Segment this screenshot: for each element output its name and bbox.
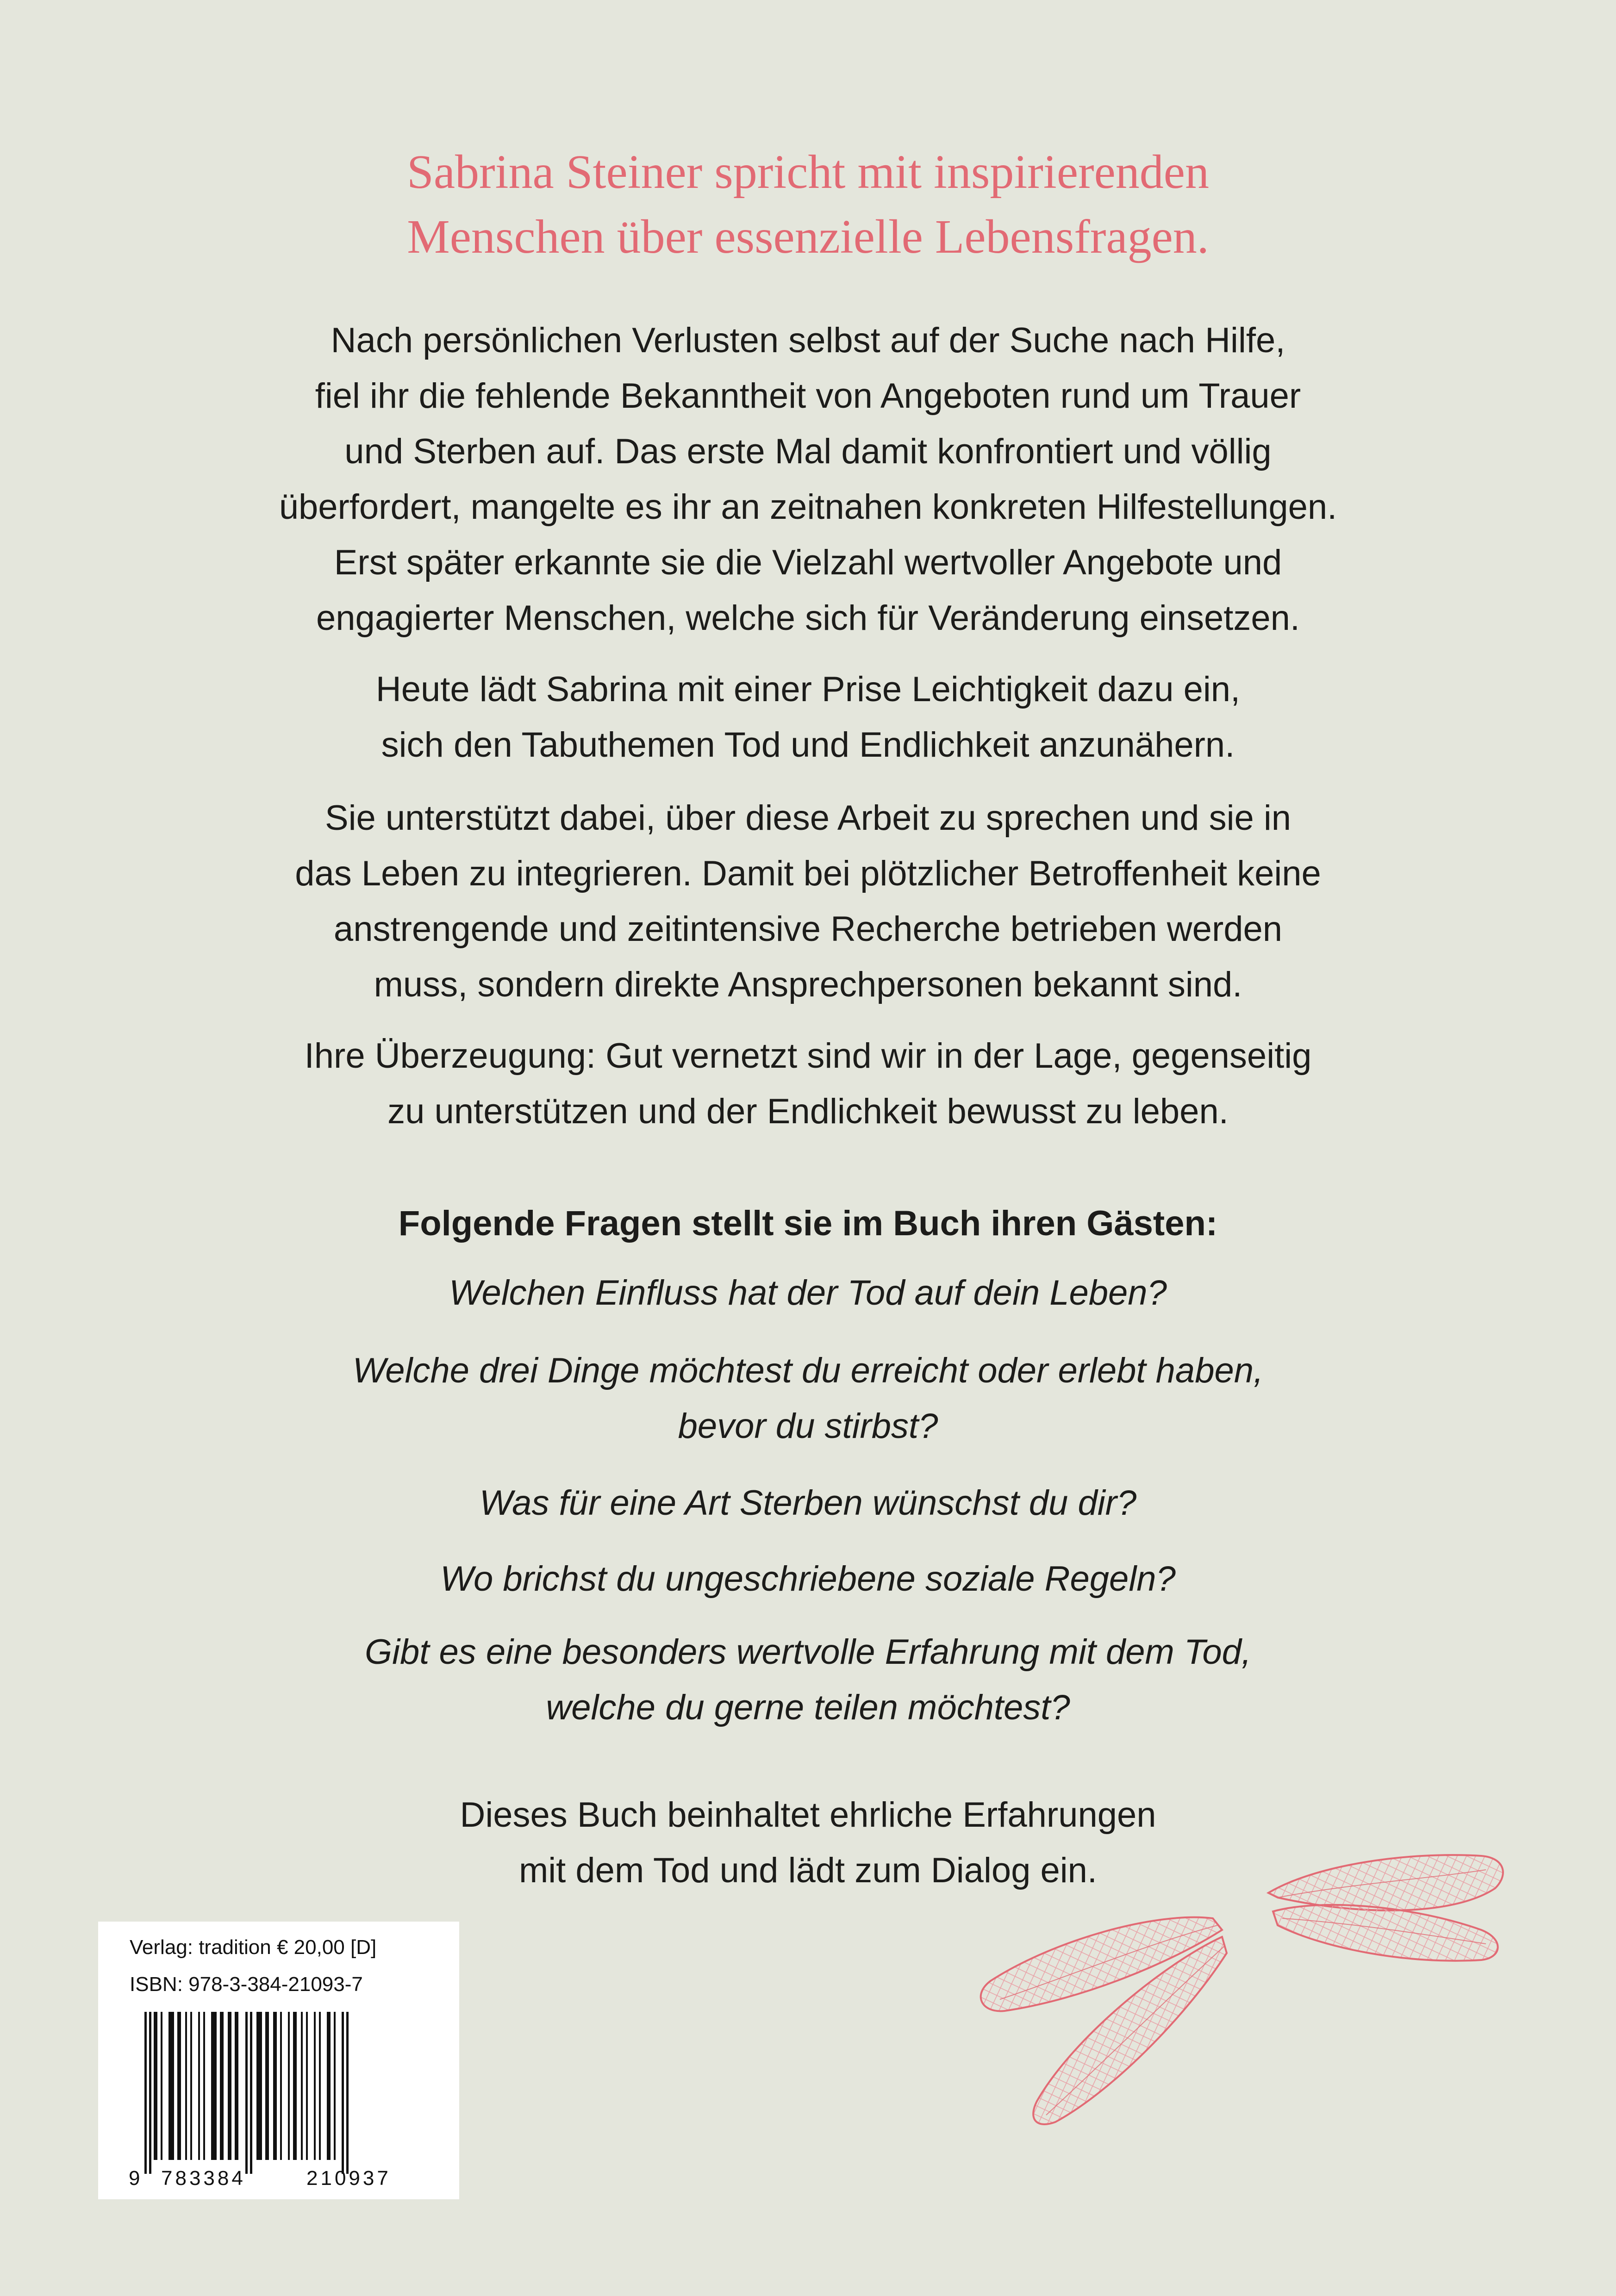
barcode-bar [306, 2012, 308, 2160]
paragraph-line: Sie unterstützt dabei, über diese Arbeit zu sprechen und sie in [324, 798, 1292, 838]
barcode-bar [280, 2012, 282, 2160]
barcode-bar [185, 2012, 187, 2160]
paragraph-line: Ihre Überzeugung: Gut vernetzt sind wir in der Lage, gegenseitig [304, 1036, 1312, 1076]
paragraph-line: und Sterben auf. Das erste Mal damit konfrontiert und völlig [344, 432, 1272, 471]
barcode-bar [334, 2012, 336, 2160]
barcode-bar [346, 2012, 349, 2174]
barcode-bar [149, 2012, 151, 2174]
barcode-bar [265, 2012, 269, 2160]
question-5 [0, 1624, 1616, 1736]
barcode-bar [168, 2012, 174, 2160]
barcode-bar [190, 2012, 192, 2160]
paragraph-line: zu unterstützen und der Endlichkeit bewusst zu leben. [387, 1092, 1229, 1131]
paragraph-line: muss, sondern direkte Ansprechpersonen bekannt sind. [374, 965, 1242, 1004]
barcode-bar [198, 2012, 200, 2160]
paragraph-line: sich den Tabuthemen Tod und Endlichkeit anzunähern. [381, 725, 1235, 765]
paragraph-line: das Leben zu integrieren. Damit bei plötzlicher Betroffenheit keine [295, 854, 1321, 893]
question-line: Was für eine Art Sterben wünschst du dir? [479, 1483, 1137, 1523]
barcode-bar [154, 2012, 157, 2160]
question-line: welche du gerne teilen möchtest? [546, 1688, 1070, 1727]
barcode-bar [256, 2012, 262, 2160]
paragraph-line: Heute lädt Sabrina mit einer Prise Leichtigkeit dazu ein, [375, 670, 1241, 709]
headline [0, 140, 1616, 269]
dragonfly-wings-illustration [954, 1842, 1509, 2189]
question-line: Gibt es eine besonders wertvolle Erfahrung mit dem Tod, [364, 1632, 1252, 1672]
barcode-bar [177, 2012, 181, 2160]
question-1 [0, 1265, 1616, 1321]
barcode-bar [250, 2012, 252, 2174]
question-line: bevor du stirbst? [678, 1406, 938, 1446]
paragraph-line: anstrengende und zeitintensive Recherche betrieben werden [333, 909, 1283, 949]
publisher-price: Verlag: tradition € 20,00 [D] [130, 1936, 377, 1959]
question-3 [0, 1475, 1616, 1531]
question-4 [0, 1551, 1616, 1607]
barcode-bar [319, 2012, 321, 2160]
headline-line: Sabrina Steiner spricht mit inspirierenden [407, 145, 1209, 199]
barcode-bar [327, 2012, 331, 2160]
barcode-bar [220, 2012, 224, 2160]
barcode-bar [288, 2012, 290, 2160]
question-line: Welchen Einfluss hat der Tod auf dein Leben? [449, 1273, 1167, 1313]
isbn-label: ISBN: 978-3-384-21093-7 [130, 1973, 363, 1996]
barcode-graphic [98, 1922, 459, 2199]
headline-line: Menschen über essenzielle Lebensfragen. [407, 210, 1209, 263]
paragraph-line: fiel ihr die fehlende Bekanntheit von Angeboten rund um Trauer [315, 376, 1301, 416]
barcode-bar [301, 2012, 303, 2160]
question-2 [0, 1343, 1616, 1454]
paragraph-2 [0, 662, 1616, 773]
barcode-digits-right: 210937 [306, 2167, 391, 2190]
paragraph-line: überfordert, mangelte es ihr an zeitnahen konkreten Hilfestellungen. [279, 487, 1337, 527]
questions-heading: Folgende Fragen stellt sie im Buch ihren Gästen: [398, 1204, 1218, 1243]
barcode-bar [342, 2012, 344, 2174]
paragraph-line: Nach persönlichen Verlusten selbst auf der Suche nach Hilfe, [331, 321, 1285, 360]
barcode-bar [245, 2012, 248, 2174]
barcode-bar [203, 2012, 205, 2160]
paragraph-line: engagierter Menschen, welche sich für Veränderung einsetzen. [316, 598, 1300, 638]
paragraph-3 [0, 790, 1616, 1013]
barcode-bar [314, 2012, 316, 2160]
paragraph-4 [0, 1028, 1616, 1139]
barcode-digit-lead: 9 [129, 2167, 143, 2190]
barcode-bar [161, 2012, 162, 2160]
question-line: Welche drei Dinge möchtest du erreicht oder erlebt haben, [352, 1351, 1264, 1390]
question-line: Wo brichst du ungeschriebene soziale Regeln? [440, 1559, 1176, 1599]
paragraph-1 [0, 313, 1616, 646]
paragraph-line: Erst später erkannte sie die Vielzahl wertvoller Angebote und [334, 543, 1282, 582]
closing-line: Dieses Buch beinhaltet ehrliche Erfahrungen [460, 1795, 1156, 1835]
barcode-bar [273, 2012, 277, 2160]
barcode-bar [211, 2012, 217, 2160]
barcode-box [98, 1922, 459, 2199]
barcode-digits-left: 783384 [161, 2167, 246, 2190]
barcode-bar [293, 2012, 297, 2160]
closing-line: mit dem Tod und lädt zum Dialog ein. [518, 1851, 1098, 1890]
barcode-bar [228, 2012, 231, 2160]
barcode-bar [235, 2012, 238, 2160]
barcode-bar [144, 2012, 147, 2174]
